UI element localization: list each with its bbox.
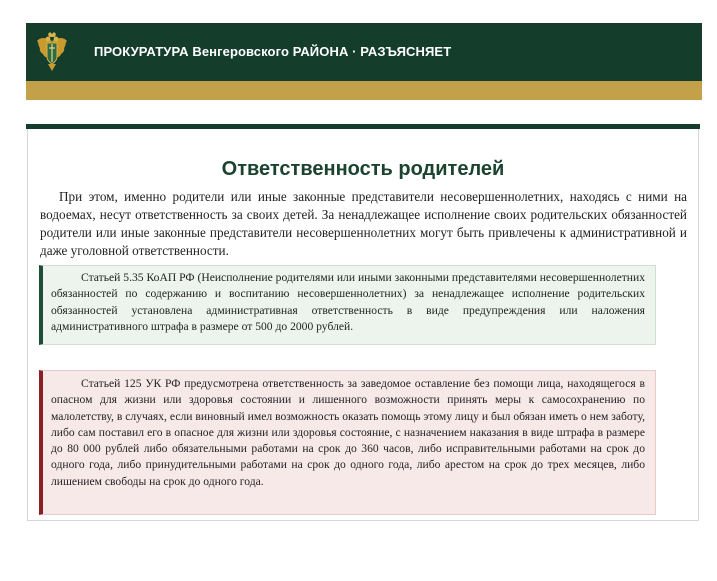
card-top-border: [26, 124, 700, 129]
header-banner: [26, 23, 702, 81]
article-title: Ответственность родителей: [221, 158, 505, 180]
criminal-liability-text: Статьей 125 УК РФ предусмотрена ответственность за заведомое оставление без помощи лица, находящегося в опасном для жизни или здоровья состоянии и лишенного возможности принять меры к самосохранению по малолетству, в случаях, если виновный имел возможность оказать помощь этому лицу и был обязан иметь о нем заботу, либо сам поставил его в опасное для жизни или здоровья состояние, с назначением наказания в виде штрафа в размере до 80 000 рублей либо обязательными работами на срок до 360 часов, либо исправительными работами на срок до одного года, либо принудительными работами на срок до одного года, либо арестом на срок до трех месяцев, либо лишением свободы на срок до одного года.: [51, 377, 645, 488]
article-intro: При этом, именно родители или иные законные представители несовершеннолетних, находясь с ними на водоемах, несут ответственность за своих детей. За ненадлежащее исполнение своих родительских обязанностей родители или иные законные представители несовершеннолетних могут быть привлечены к административной и даже уголовной ответственности.: [40, 189, 687, 258]
administrative-liability-text: Статьей 5.35 КоАП РФ (Неисполнение родителями или иными законными представителями несовершеннолетних обязанностей по содержанию и воспитанию несовершеннолетних) за ненадлежащее исполнение родительских обязанностей установлена административная ответственность в виде предупреждения или наложения административного штрафа в размере от 500 до 2000 рублей.: [51, 271, 645, 333]
header-title: ПРОКУРАТУРА Венгеровского РАЙОНА · РАЗЪЯСНЯЕТ: [94, 44, 452, 59]
criminal-liability-box: [39, 370, 656, 515]
administrative-liability-box: [39, 265, 656, 345]
prosecutor-emblem-icon: [36, 31, 68, 73]
gold-stripe: [26, 81, 702, 100]
